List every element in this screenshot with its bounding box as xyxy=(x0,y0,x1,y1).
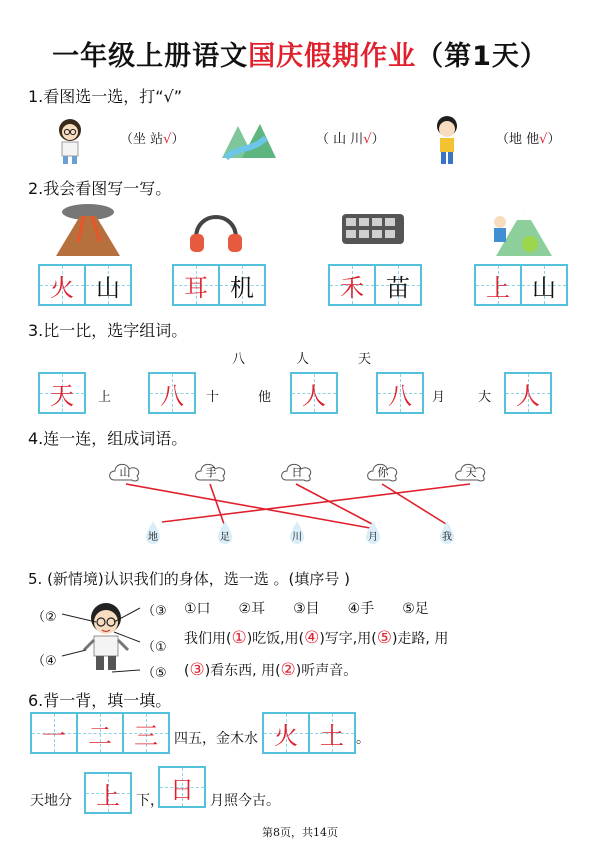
q4-prompt: 4.连一连，组成词语。 xyxy=(28,429,188,448)
q2-box-1b: 山 xyxy=(84,264,132,306)
page-number: 第8页，共14页 xyxy=(262,826,338,839)
q3-option-3: 天 xyxy=(358,352,372,367)
headphones-illustration xyxy=(186,204,246,256)
q4-drop-2: 足 xyxy=(216,520,234,544)
q1-choice-2: （ 山 川√） xyxy=(316,132,385,147)
q3-box-2: 八 xyxy=(148,372,196,414)
q1-prompt: 1.看图选一选，打“√” xyxy=(28,87,183,106)
q6-box-5: 土 xyxy=(308,712,356,754)
q5-label-eye: （③ xyxy=(142,604,167,619)
q5-label-hand: （④ xyxy=(32,654,57,669)
q4-cloud-3: 日 xyxy=(280,460,314,482)
q2-box-2b: 机 xyxy=(218,264,266,306)
girl-sitting-illustration xyxy=(52,116,88,166)
q1-choice-1: （坐 站√） xyxy=(120,132,185,147)
q3-text-3: 他 xyxy=(258,390,272,405)
mountain-river-illustration xyxy=(220,120,276,160)
q5-sentence-2: (③)看东西, 用(②)听声音。 xyxy=(184,660,358,680)
q3-box-3: 人 xyxy=(290,372,338,414)
q3-option-1: 八 xyxy=(232,352,246,367)
q4-cloud-5: 天 xyxy=(454,460,488,482)
q2-box-3a: 禾 xyxy=(328,264,376,306)
q4-drop-3: 川 xyxy=(288,520,306,544)
q3-prompt: 3.比一比，选字组词。 xyxy=(28,321,188,340)
q6-box-7: 日 xyxy=(158,766,206,808)
q2-box-1a: 火 xyxy=(38,264,86,306)
q6-text-2: 。 xyxy=(356,731,370,747)
q6-box-3: 三 xyxy=(122,712,170,754)
q5-label-ear: （② xyxy=(32,610,57,625)
q6-text-3: 天地分 xyxy=(30,793,72,809)
q5-label-foot: （⑤ xyxy=(142,666,167,681)
page-title: 一年级上册语文国庆假期作业（第1天） xyxy=(52,41,548,72)
q6-text-4: 下， xyxy=(136,793,164,809)
q6-box-4: 火 xyxy=(262,712,310,754)
q3-box-5: 人 xyxy=(504,372,552,414)
q4-cloud-1: 山 xyxy=(108,460,142,482)
q5-options: ①口 ②耳 ③目 ④手 ⑤足 xyxy=(184,601,429,617)
q2-box-4b: 山 xyxy=(520,264,568,306)
q3-text-2: 十 xyxy=(206,390,220,405)
climbing-mountain-illustration xyxy=(476,200,552,256)
q5-label-mouth: （① xyxy=(142,640,167,655)
q5-sentence-1: 我们用(①)吃饭,用(④)写字,用(⑤)走路, 用 xyxy=(184,628,449,648)
seedling-tray-illustration xyxy=(340,206,406,246)
q6-text-5: 月照今古。 xyxy=(210,793,280,809)
volcano-illustration xyxy=(52,202,124,256)
q3-box-1: 天 xyxy=(38,372,86,414)
q2-box-2a: 耳 xyxy=(172,264,220,306)
q6-box-1: 一 xyxy=(30,712,78,754)
q6-box-6: 上 xyxy=(84,772,132,814)
q2-prompt: 2.我会看图写一写。 xyxy=(28,179,172,198)
q3-text-5: 大 xyxy=(478,390,492,405)
q1-choice-3: （地 他√） xyxy=(496,132,561,147)
q6-prompt: 6.背一背，填一填。 xyxy=(28,691,172,710)
q6-box-2: 二 xyxy=(76,712,124,754)
q4-drop-4: 月 xyxy=(364,520,382,544)
boy-standing-illustration xyxy=(430,114,464,166)
q3-box-4: 八 xyxy=(376,372,424,414)
boy-body-illustration xyxy=(76,600,136,676)
q4-drop-1: 地 xyxy=(144,520,162,544)
q3-text-4: 月 xyxy=(432,390,446,405)
q4-drop-5: 我 xyxy=(438,520,456,544)
q4-cloud-2: 手 xyxy=(194,460,228,482)
q3-text-1: 上 xyxy=(98,390,112,405)
q3-option-2: 人 xyxy=(296,352,310,367)
q2-box-4a: 上 xyxy=(474,264,522,306)
q4-cloud-4: 你 xyxy=(366,460,400,482)
q2-box-3b: 苗 xyxy=(374,264,422,306)
q5-prompt: 5. (新情境)认识我们的身体，选一选 。(填序号 ) xyxy=(28,570,351,588)
q6-text-1: 四五，金木水 xyxy=(174,731,258,747)
